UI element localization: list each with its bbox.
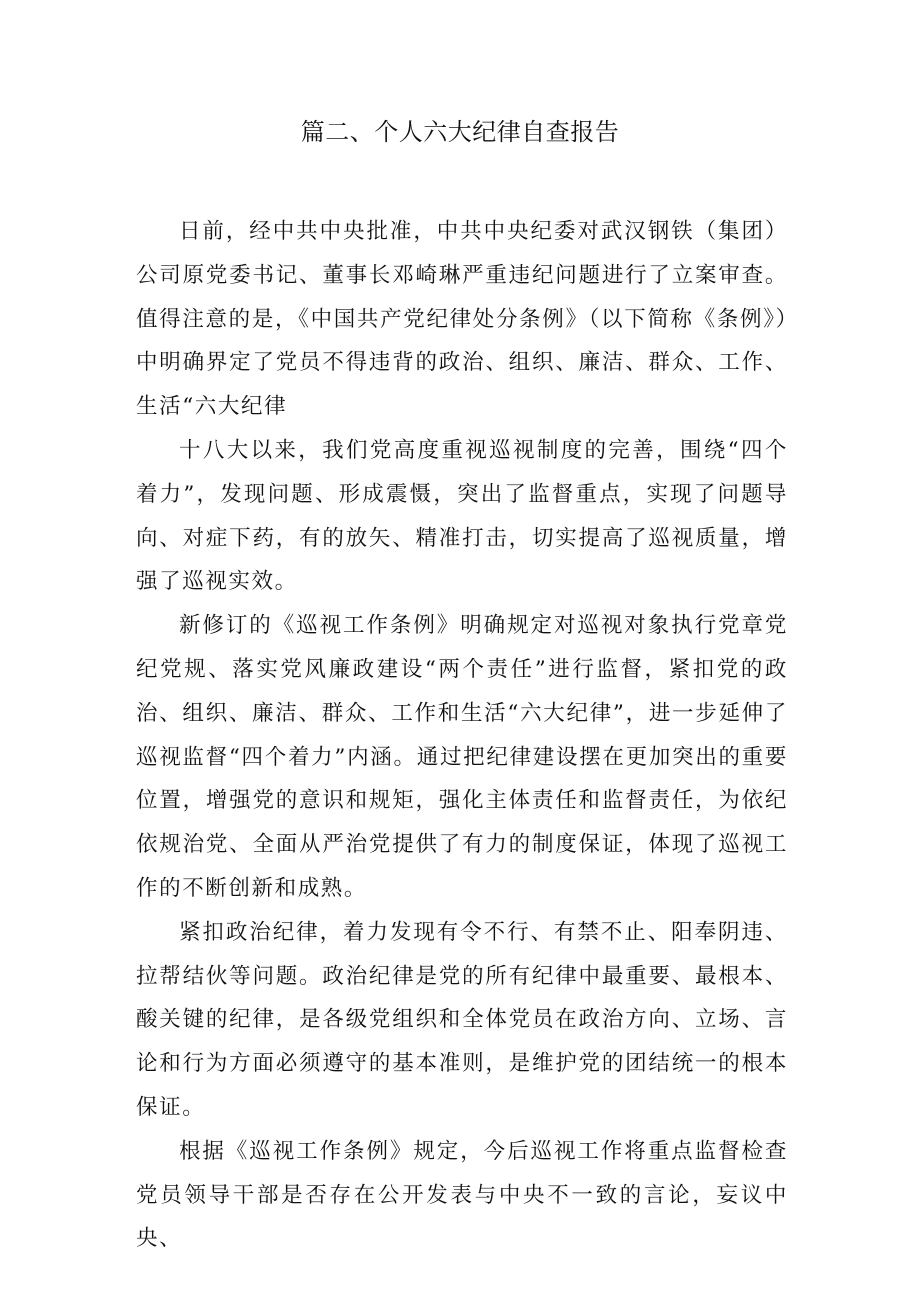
paragraph: 日前，经中共中央批准，中共中央纪委对武汉钢铁（集团）公司原党委书记、董事长邓崎琳严重违纪问题进行了立案审查。值得注意的是，《中国共产党纪律处分条例》（以下简称《条例》）中明确界定了党员不得违背的政治、组织、廉洁、群众、工作、生活“六大纪律	[136, 219, 788, 420]
paragraph: 新修订的《巡视工作条例》明确规定对巡视对象执行党章党纪党规、落实党风廉政建设“两个责任”进行监督，紧扣党的政治、组织、廉洁、群众、工作和生活“六大纪律”，进一步延伸了巡视监督“四个着力”内涵。通过把纪律建设摆在更加突出的重要位置，增强党的意识和规矩，强化主体责任和监督责任，为依纪依规治党、全面从严治党提供了有力的制度保证，体现了巡视工作的不断创新和成熟。	[136, 613, 788, 901]
paragraph: 紧扣政治纪律，着力发现有令不行、有禁不止、阳奉阴违、拉帮结伙等问题。政治纪律是党的所有纪律中最重要、最根本、酸关键的纪律，是各级党组织和全体党员在政治方向、立场、言论和行为方面必须遵守的基本准则，是维护党的团结统一的根本保证。	[136, 919, 788, 1120]
paragraph: 十八大以来，我们党高度重视巡视制度的完善，围绕“四个着力”，发现问题、形成震慑，突出了监督重点，实现了问题导向、对症下药，有的放矢、精准打击，切实提高了巡视质量，增强了巡视实效。	[136, 437, 788, 595]
document-title: 篇二、个人六大纪律自查报告	[300, 118, 620, 146]
paragraph: 根据《巡视工作条例》规定，今后巡视工作将重点监督检查党员领导干部是否存在公开发表与中央不一致的言论，妄议中央、	[136, 1138, 788, 1252]
document-body	[136, 210, 788, 1261]
